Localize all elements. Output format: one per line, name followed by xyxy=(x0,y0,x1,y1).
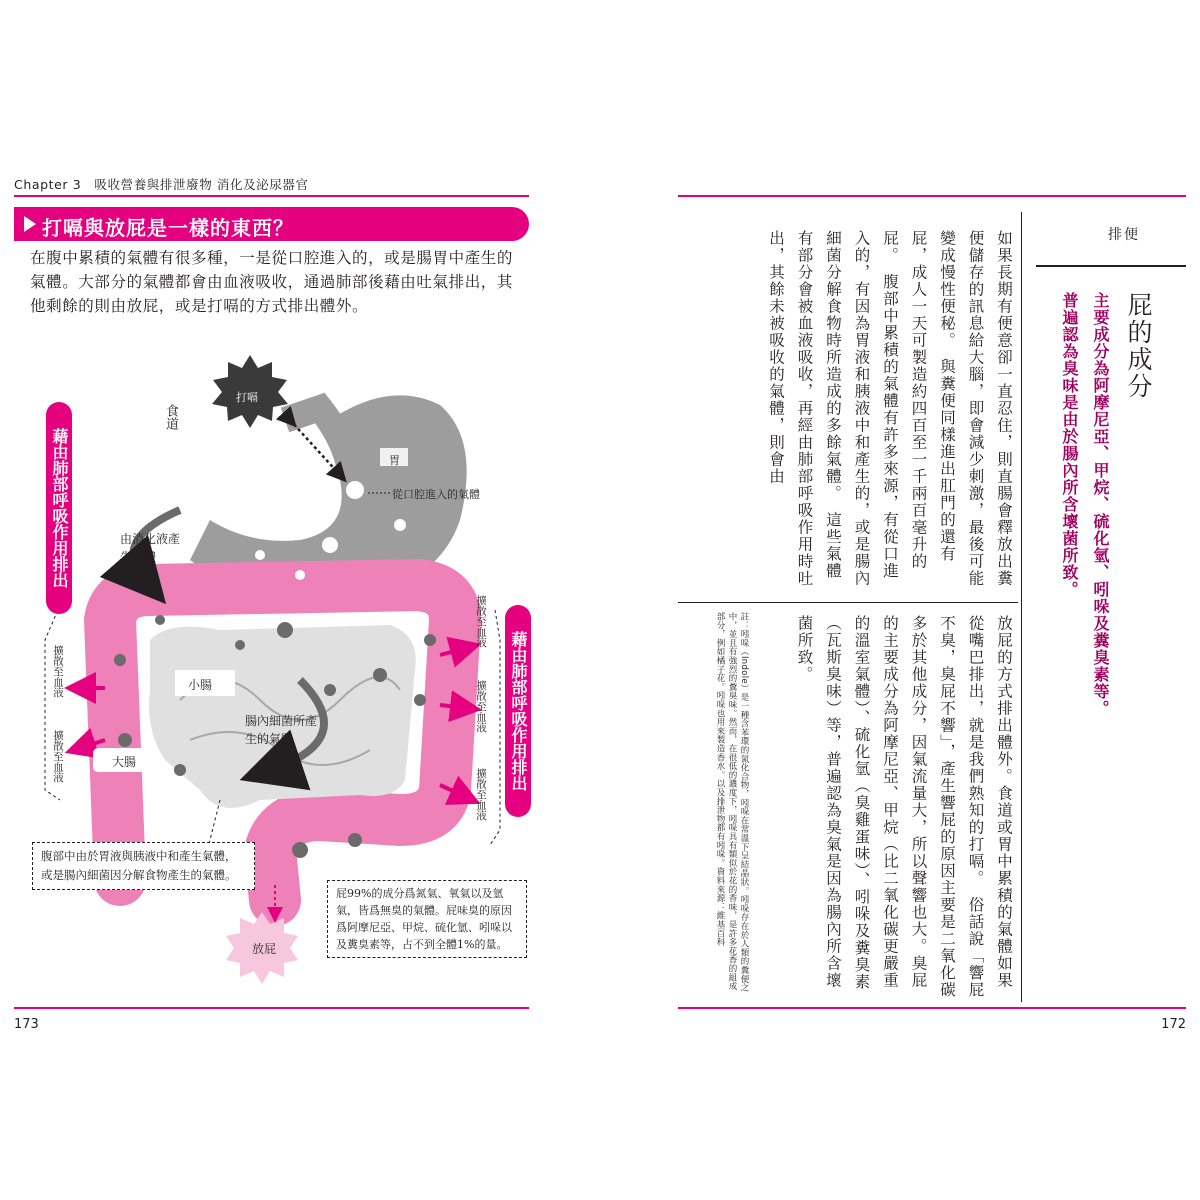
digestive-gas-label: 由消化液產生氣體 xyxy=(120,532,181,564)
footer-rule-left xyxy=(14,1007,529,1009)
column-divider xyxy=(678,602,1018,603)
right-lung-exhale-banner: 藉由肺部呼吸作用排出 xyxy=(505,605,531,817)
diffuse-label-right-3: 擴散至血液 xyxy=(475,768,487,821)
section-title: 打嗝與放屁是一樣的東西？ xyxy=(42,216,294,240)
small-intestine-label: 小腸 xyxy=(188,678,213,692)
esophagus-label: 食道 xyxy=(163,404,178,430)
stomach-label: 胃 xyxy=(389,454,400,467)
main-text-upper: 如果長期有便意卻一直忍住，則直腸會釋放出糞便儲存的訊息給大腦，即會減少刺激，最後可能變成慢性便秘。 與糞便同樣進出肛門的還有屁，成人一天可製造約四百至一千兩百毫升的屁。 腹部中累積的氣體有許多來源，有從口進入的，有因為胃液和胰液中和產生的，或是腸內細菌分解食物時所造成的多餘氣體。 這些氣體有部分會被血液吸收，再經由肺部呼吸作用時吐出，其餘未被吸收的氣體，則會由 xyxy=(767,230,1013,587)
chapter-header: Chapter 3 吸收營養與排泄廢物 消化及泌尿器官 xyxy=(14,177,309,192)
diffuse-label-right-1: 擴散至血液 xyxy=(475,595,487,648)
sidebar-text-2: 普遍認為臭味是由於腸內所含壞菌所致。 xyxy=(1060,292,1079,598)
play-triangle-icon xyxy=(24,216,36,232)
intro-paragraph: 在腹中累積的氣體有很多種，一是從口腔進入的，或是腸胃中產生的氣體。大部分的氣體都會由血液吸收，通過肺部後藉由吐氣排出，其他剩餘的則由放屁，或是打嗝的方式排出體外。 xyxy=(30,249,514,315)
diffuse-label-left-1: 擴散至血液 xyxy=(52,645,64,698)
footer-rule-right xyxy=(678,1007,1186,1009)
sidebar-title-rule xyxy=(1036,265,1186,267)
header-rule-left xyxy=(14,195,529,197)
right-bracket xyxy=(490,610,500,845)
page-number-right: 172 xyxy=(1161,1017,1186,1032)
header-rule-right xyxy=(678,195,1186,197)
large-intestine-label: 大腸 xyxy=(112,755,137,769)
sidebar-title: 排便 xyxy=(1108,227,1140,243)
main-text-lower: 放屁的方式排出體外。食道或胃中累積的氣體如果從嘴巴排出，就是我們熟知的打嗝。 俗話說「響屁不臭，臭屁不響」，產生響屁的原因主要是二氧化碳多於其他成分，因氣流量大，所以聲響也大。臭屁的主要成分為阿摩尼亞、甲烷（比二氧化碳更嚴重的溫室氣體）、硫化氫（臭雞蛋味）、吲哚及糞臭素（瓦斯臭味）等，普遍認為臭氣是因為腸內所含壞菌所致。 xyxy=(795,615,1013,999)
left-lung-exhale-banner: 藉由肺部呼吸作用排出 xyxy=(46,402,72,614)
sidebar-divider xyxy=(1021,212,1022,1002)
stomach-gas-note: 腹部中由於胃液與胰液中和產生氣體，或是腸內細菌因分解食物產生的氣體。 xyxy=(32,842,255,890)
diffuse-label-left-2: 擴散至血液 xyxy=(52,730,64,783)
sidebar-heading: 屁的成分 xyxy=(1124,292,1153,400)
fart-composition-note: 屁99%的成分爲氮氣、氧氣以及氫氣，皆爲無臭的氣體。屁味臭的原因爲阿摩尼亞、甲烷、硫化氫、吲哚以及糞臭素等，占不到全體1%的量。 xyxy=(327,880,527,958)
bacteria-gas-label: 腸內細菌所產生的氣體 xyxy=(245,714,318,746)
page-number-left: 173 xyxy=(14,1017,39,1032)
section-title-banner xyxy=(14,207,529,241)
burp-label: 打嗝 xyxy=(236,391,258,404)
sidebar-text-1: 主要成分為阿摩尼亞、甲烷、硫化氫、吲哚及糞臭素等。 xyxy=(1091,292,1110,717)
diffuse-label-right-2: 擴散至血液 xyxy=(475,680,487,733)
fart-label: 放屁 xyxy=(252,942,277,956)
mouth-gas-label: 從口腔進入的氣體 xyxy=(392,488,480,501)
footnote: 註：吲哚（Indole）是一種含苯環的氮化合物，吲哚在常溫下呈結晶狀。吲哚存在於人類的糞便之中，並且有強烈的糞臭味。然而，在很低的濃度下，吲哚具有類似於花的香味，是許多花香的組成部分，例如橘子花。吲哚也用來製造香水。以及排泄物都有吲哚。資料來源：維基百科 xyxy=(715,612,749,992)
